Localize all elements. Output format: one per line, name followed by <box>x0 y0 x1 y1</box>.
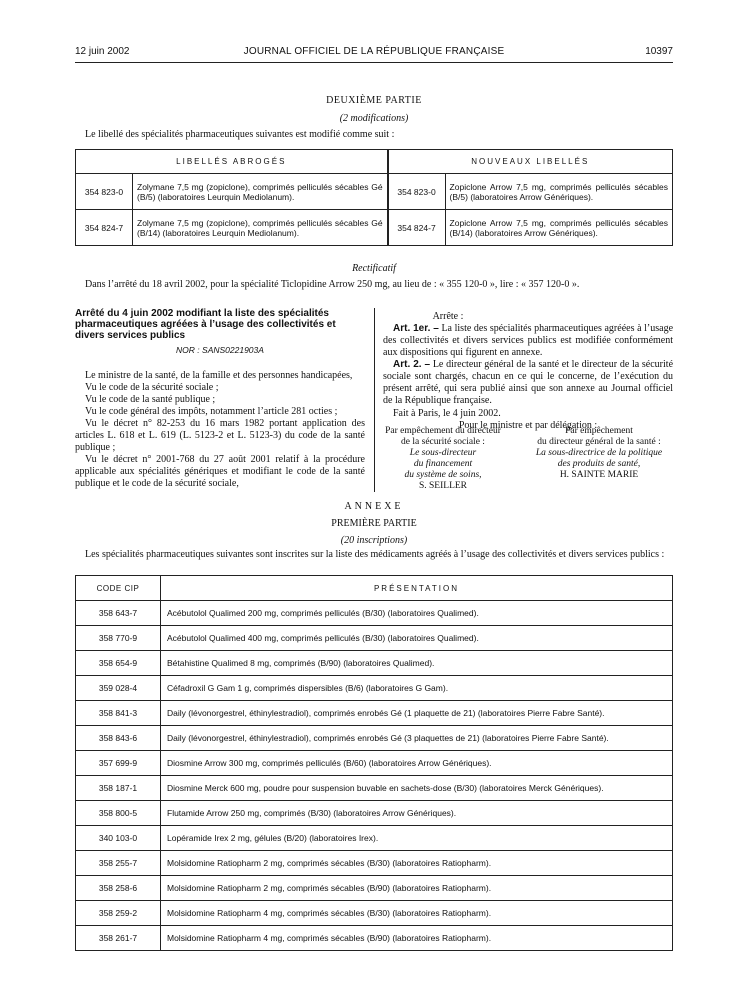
article-1-label: Art. 1er. – <box>393 323 439 334</box>
signature-line: Par empêchement du directeur <box>385 426 501 436</box>
signature-line: Le sous-directeur <box>409 448 477 458</box>
new-label: Zopiclone Arrow 7,5 mg, comprimés pelliculés sécables (B/14) (laboratoires Arrow Génériques). <box>445 210 672 246</box>
inscriptions-table <box>75 575 673 951</box>
table-row <box>76 701 673 726</box>
cip-code: 358 255-7 <box>76 851 161 876</box>
signature-right <box>520 426 678 481</box>
annexe-part: PREMIÈRE PARTIE <box>331 518 417 529</box>
presentation-text: Acébutolol Qualimed 200 mg, comprimés pelliculés (B/30) (laboratoires Qualimed). <box>161 601 673 626</box>
arrete-label: Arrête : <box>432 311 464 322</box>
article-1 <box>383 323 673 359</box>
cip-code: 358 261-7 <box>76 926 161 951</box>
presentation-text: Molsidomine Ratiopharm 4 mg, comprimés sécables (B/90) (laboratoires Ratiopharm). <box>161 926 673 951</box>
table-row <box>76 926 673 951</box>
page-number: 10397 <box>645 46 673 57</box>
table-row <box>76 174 673 210</box>
signature-line: des produits de santé, <box>557 459 641 469</box>
signatory-name: S. SEILLER <box>418 481 468 491</box>
rectificatif-text: Dans l’arrêté du 18 avril 2002, pour la spécialité Ticlopidine Arrow 250 mg, au lieu de : « 355 120-0 », lire : « 357 120-0 ». <box>85 279 580 290</box>
table-row <box>76 726 673 751</box>
old-label: Zolymane 7,5 mg (zopiclone), comprimés pelliculés sécables Gé (B/5) (laboratoires Leurquin Mediolanum). <box>133 174 388 210</box>
presentation-text: Lopéramide Irex 2 mg, gélules (B/20) (laboratoires Irex). <box>161 826 673 851</box>
arrete-visas <box>75 370 365 490</box>
cip-code: 358 259-2 <box>76 901 161 926</box>
signature-line: du système de soins, <box>404 470 482 480</box>
annexe-intro: Les spécialités pharmaceutiques suivantes sont inscrites sur la liste des médicaments agréés à l’usage des collectivités et divers services publics : <box>85 549 665 560</box>
visa-paragraph: Vu le décret n° 82-253 du 16 mars 1982 portant application des articles L. 618 et L. 619 (L. 5123-2 et L. 5123-3) du code de la santé publique ; <box>75 418 365 453</box>
signature-line: de la sécurité sociale : <box>401 437 485 447</box>
journal-title: JOURNAL OFFICIEL DE LA RÉPUBLIQUE FRANÇAISE <box>243 46 505 57</box>
new-code: 354 823-0 <box>388 174 446 210</box>
old-code: 354 823-0 <box>76 174 133 210</box>
table-row <box>76 601 673 626</box>
article-2-text: Le directeur général de la santé et le directeur de la sécurité sociale sont chargés, chacun en ce qui le concerne, de l’exécution du présent arrêté, qui sera publié ainsi que son annexe au Journal officiel de la République française. <box>383 359 674 406</box>
part2-intro: Le libellé des spécialités pharmaceutiques suivantes est modifié comme suit : <box>85 129 395 140</box>
old-code: 354 824-7 <box>76 210 133 246</box>
arrete-title: Arrêté du 4 juin 2002 modifiant la liste des spécialités pharmaceutiques agréées à l’usage des collectivités et divers services publics <box>75 308 336 341</box>
cip-code: 358 258-6 <box>76 876 161 901</box>
cip-code: 358 843-6 <box>76 726 161 751</box>
col-header-code-cip: CODE CIP <box>76 576 161 601</box>
table-row <box>76 776 673 801</box>
signature-line: La sous-directrice de la politique <box>535 448 663 458</box>
visa-paragraph: Le ministre de la santé, de la famille et des personnes handicapées, <box>85 370 353 381</box>
rectificatif-title: Rectificatif <box>352 263 396 274</box>
header-rule <box>75 62 673 63</box>
presentation-text: Molsidomine Ratiopharm 4 mg, comprimés sécables (B/30) (laboratoires Ratiopharm). <box>161 901 673 926</box>
signature-line: Par empêchement <box>565 426 633 436</box>
col-header-presentation: PRÉSENTATION <box>161 576 673 601</box>
cip-code: 358 187-1 <box>76 776 161 801</box>
article-2 <box>383 359 673 407</box>
visa-paragraph: Vu le code général des impôts, notamment l’article 281 octies ; <box>85 406 338 417</box>
cip-code: 359 028-4 <box>76 676 161 701</box>
signatory-name: H. SAINTE MARIE <box>559 470 639 480</box>
article-1-text: La liste des spécialités pharmaceutiques agréées à l’usage des collectivités et divers services publics est modifiée conformément aux dispositions qui figurent en annexe. <box>383 323 674 358</box>
cip-code: 358 654-9 <box>76 651 161 676</box>
table-row <box>76 901 673 926</box>
signature-left <box>368 426 518 492</box>
table-row <box>76 751 673 776</box>
presentation-text: Diosmine Merck 600 mg, poudre pour suspension buvable en sachets-dose (B/30) (laboratoires Merck Génériques). <box>161 776 673 801</box>
table-row <box>76 851 673 876</box>
presentation-text: Acébutolol Qualimed 400 mg, comprimés pelliculés (B/30) (laboratoires Qualimed). <box>161 626 673 651</box>
delegation-line: Pour le ministre et par délégation : <box>458 420 598 431</box>
visa-paragraph: Vu le décret n° 2001-768 du 27 août 2001 relatif à la procédure applicable aux spécialités génériques et modifiant le code de la santé publique et le code de la sécurité sociale, <box>75 454 365 489</box>
new-label: Zopiclone Arrow 7,5 mg, comprimés pelliculés sécables (B/5) (laboratoires Arrow Génériques). <box>445 174 672 210</box>
signature-line: du directeur général de la santé : <box>537 437 661 447</box>
place-date: Fait à Paris, le 4 juin 2002. <box>393 408 501 419</box>
cip-code: 340 103-0 <box>76 826 161 851</box>
presentation-text: Molsidomine Ratiopharm 2 mg, comprimés sécables (B/90) (laboratoires Ratiopharm). <box>161 876 673 901</box>
modifications-table <box>75 149 673 246</box>
new-code: 354 824-7 <box>388 210 446 246</box>
presentation-text: Molsidomine Ratiopharm 2 mg, comprimés sécables (B/30) (laboratoires Ratiopharm). <box>161 851 673 876</box>
annexe-subtitle: (20 inscriptions) <box>340 535 408 546</box>
presentation-text: Céfadroxil G Gam 1 g, comprimés dispersibles (B/6) (laboratoires G Gam). <box>161 676 673 701</box>
arrete-articles <box>383 311 673 432</box>
cip-code: 358 770-9 <box>76 626 161 651</box>
part2-title: DEUXIÈME PARTIE <box>326 95 422 106</box>
visa-paragraph: Vu le code de la santé publique ; <box>85 394 216 405</box>
presentation-text: Bétahistine Qualimed 8 mg, comprimés (B/90) (laboratoires Qualimed). <box>161 651 673 676</box>
table-row <box>76 626 673 651</box>
part2-subtitle: (2 modifications) <box>339 113 409 124</box>
table-row <box>76 210 673 246</box>
signature-line: du financement <box>413 459 473 469</box>
cip-code: 358 841-3 <box>76 701 161 726</box>
presentation-text: Flutamide Arrow 250 mg, comprimés (B/30) (laboratoires Arrow Génériques). <box>161 801 673 826</box>
annexe-title: ANNEXE <box>344 501 404 512</box>
presentation-text: Daily (lévonorgestrel, éthinylestradiol), comprimés enrobés Gé (1 plaquette de 21) (laboratoires Pierre Fabre Santé). <box>161 701 673 726</box>
article-2-label: Art. 2. – <box>393 359 431 370</box>
old-label: Zolymane 7,5 mg (zopiclone), comprimés pelliculés sécables Gé (B/14) (laboratoires Leurquin Mediolanum). <box>133 210 388 246</box>
table-row <box>76 826 673 851</box>
cip-code: 358 643-7 <box>76 601 161 626</box>
table-row <box>76 676 673 701</box>
nor-reference: NOR : SANS0221903A <box>176 345 264 355</box>
col-header-abroges: LIBELLÉS ABROGÉS <box>76 150 388 174</box>
header-date: 12 juin 2002 <box>75 46 130 57</box>
presentation-text: Daily (lévonorgestrel, éthinylestradiol), comprimés enrobés Gé (3 plaquettes de 21) (laboratoires Pierre Fabre Santé). <box>161 726 673 751</box>
table-row <box>76 651 673 676</box>
presentation-text: Diosmine Arrow 300 mg, comprimés pelliculés (B/60) (laboratoires Arrow Génériques). <box>161 751 673 776</box>
col-header-nouveaux: NOUVEAUX LIBELLÉS <box>388 150 673 174</box>
table-row <box>76 876 673 901</box>
cip-code: 357 699-9 <box>76 751 161 776</box>
visa-paragraph: Vu le code de la sécurité sociale ; <box>85 382 219 393</box>
cip-code: 358 800-5 <box>76 801 161 826</box>
table-row <box>76 801 673 826</box>
